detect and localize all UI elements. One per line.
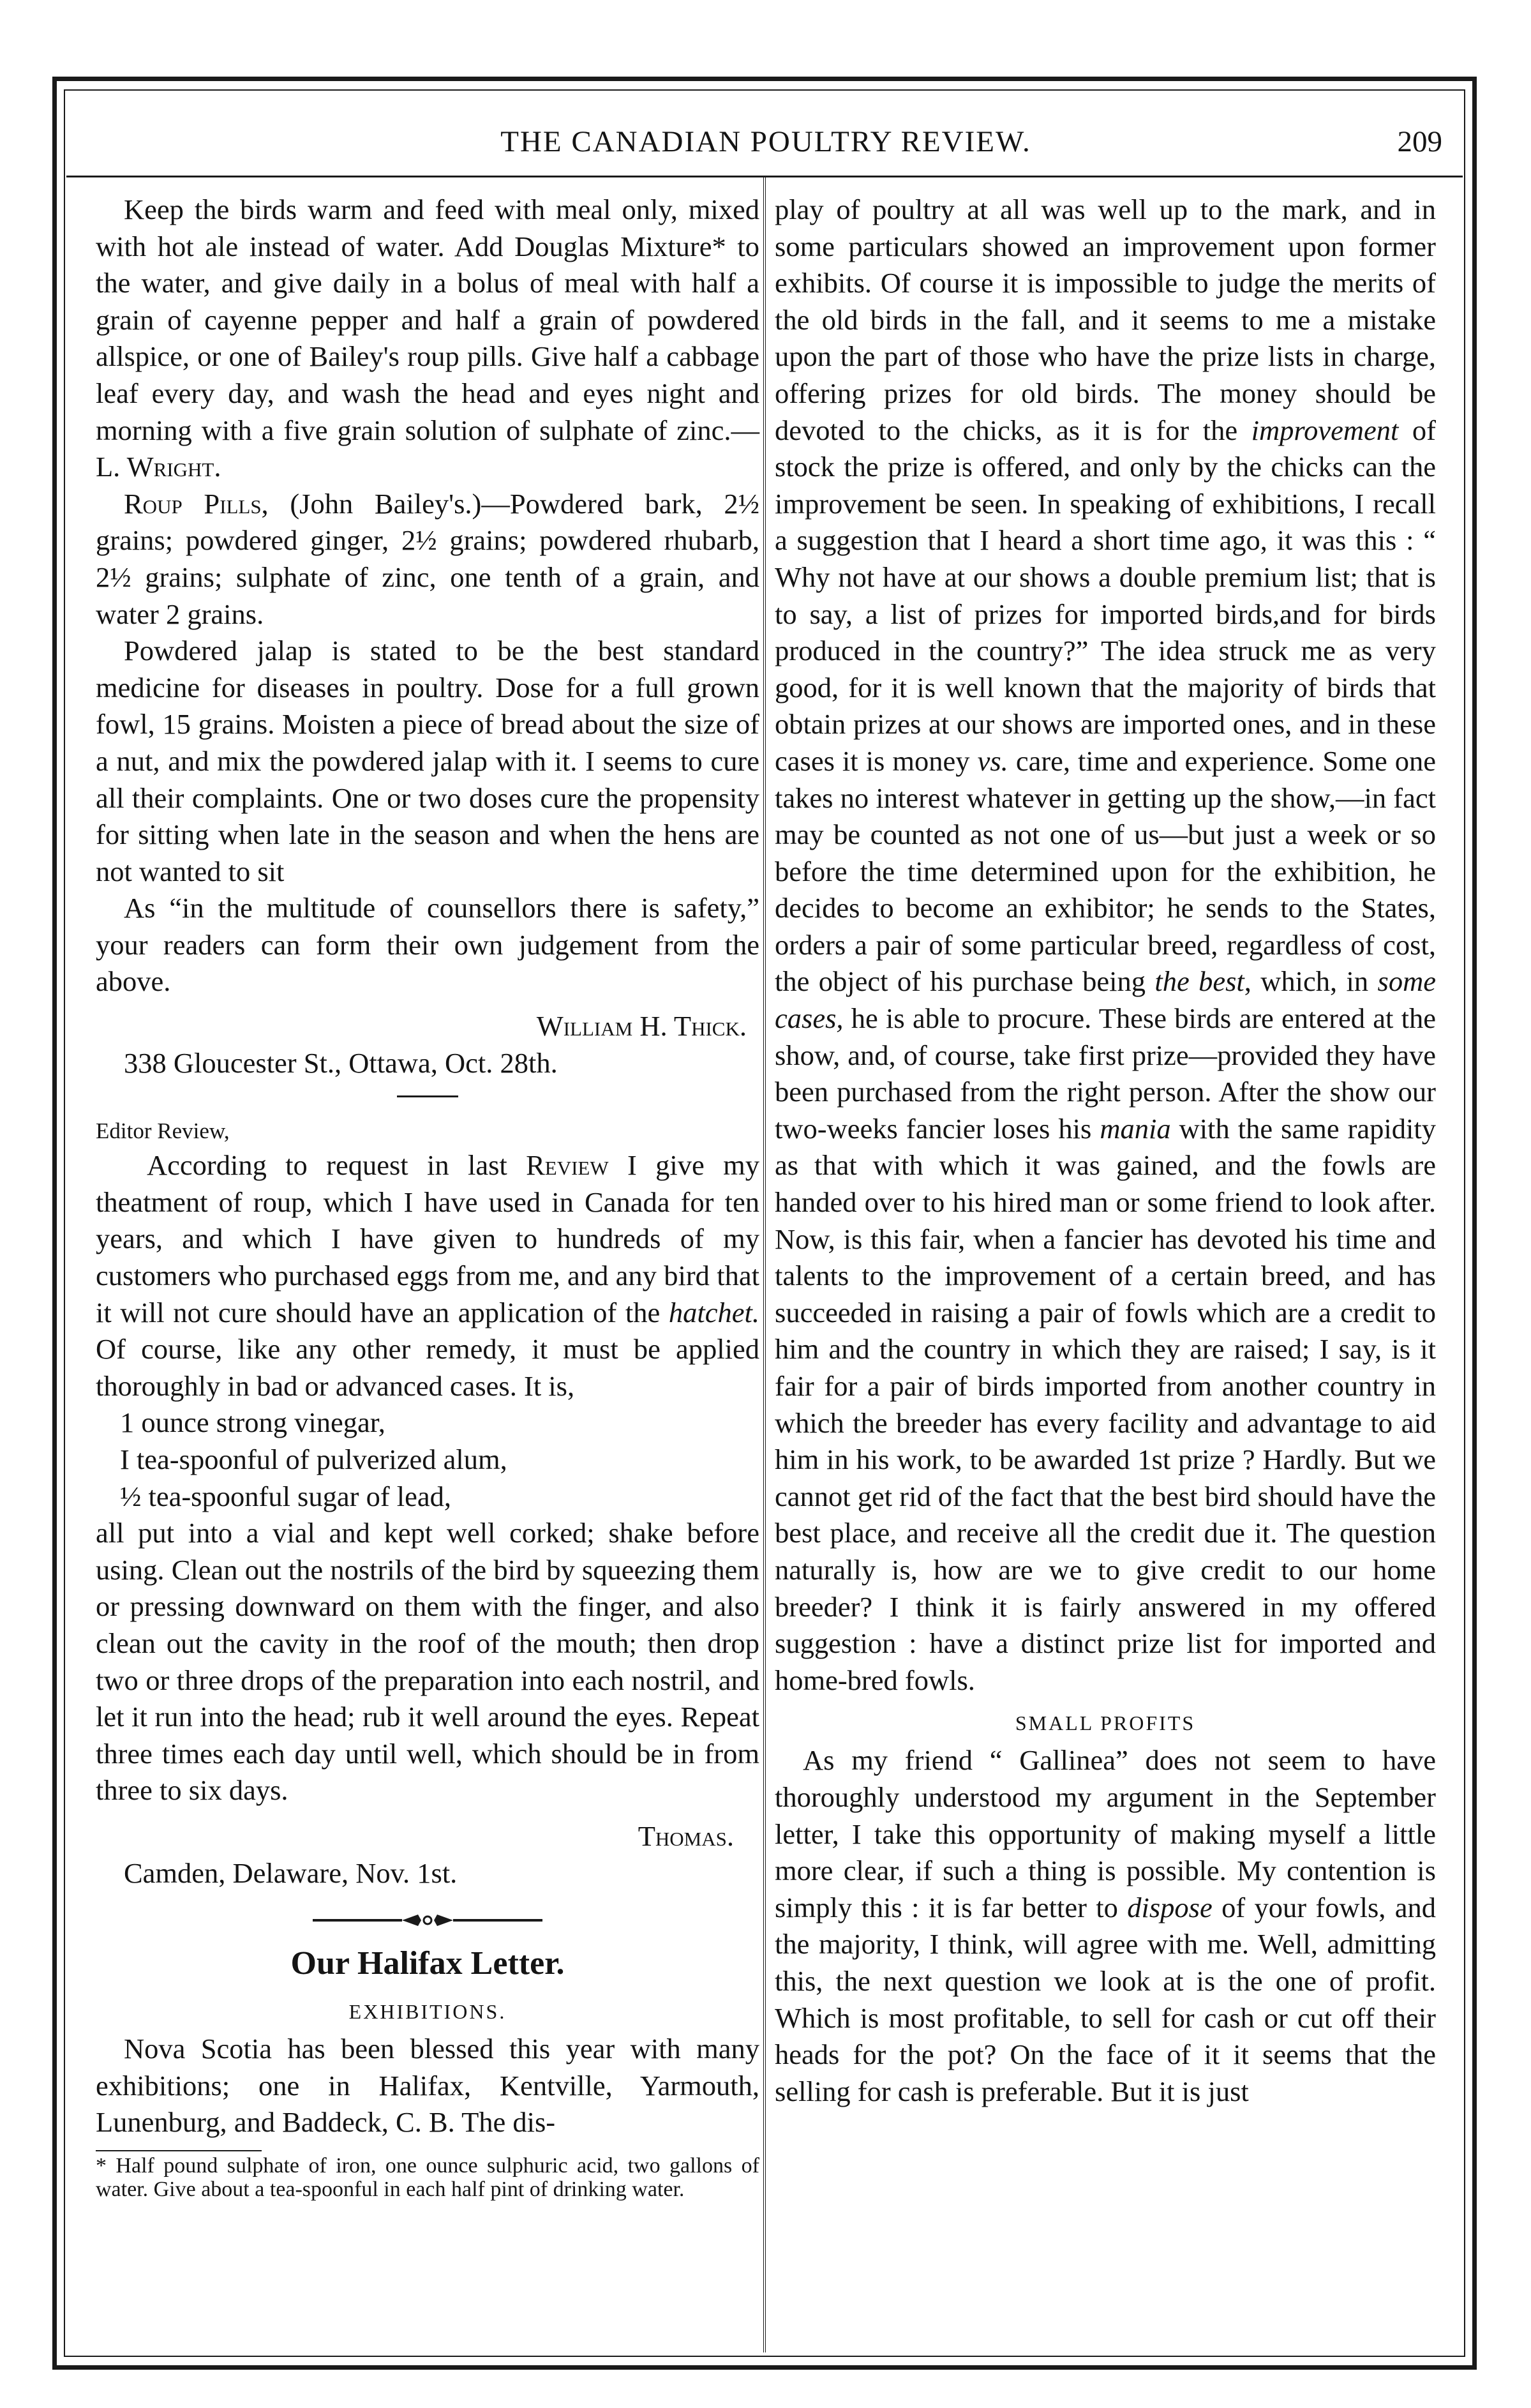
run-in-heading: Roup Pills, xyxy=(124,487,269,520)
signature: L. Wright. xyxy=(96,451,221,483)
subheading: SMALL PROFITS xyxy=(1015,1712,1196,1735)
footnote-rule xyxy=(96,2150,262,2151)
running-head xyxy=(77,124,1455,169)
dateline: 338 Gloucester St., Ottawa, Oct. 28th. xyxy=(124,1046,558,1079)
footnote: * Half pound sulphate of iron, one ounce sulphuric acid, two gallons of water. Give about a tea-spoonful in each half pint of drinking water. xyxy=(96,2153,759,2201)
paragraph: Roup Pills, (John Bailey's.)—Powdered bark, 2½ grains; powdered ginger, 2½ grains; powdered rhubarb, 2½ grains; sulphate of zinc, one tenth of a grain, and water 2 grains. xyxy=(96,487,759,630)
paragraph: According to request in last Review I give my theatment of roup, which I have used in Canada for ten years, and which I have given to hundreds of my customers who purchased eggs from me, and any bird that it will not cure should have an application of the hatchet. Of course, like any other remedy, it must be applied thoroughly in bad or advanced cases. It is, xyxy=(96,1149,759,1402)
recipe-line: I tea-spoonful of pulverized alum, xyxy=(120,1443,507,1475)
column-divider xyxy=(763,177,766,2352)
salutation: Editor Review, xyxy=(96,1118,230,1144)
ornament-rule xyxy=(313,1911,542,1930)
subheading: EXHIBITIONS. xyxy=(348,2000,507,2024)
signature: Thomas. xyxy=(638,1819,734,1852)
page-title: THE CANADIAN POULTRY REVIEW. xyxy=(500,125,1031,158)
right-column xyxy=(775,192,1436,2110)
left-column xyxy=(96,192,759,2201)
divider-rule xyxy=(397,1095,458,1097)
paragraph: Keep the birds warm and feed with meal only, mixed with hot ale instead of water. Add Douglas Mixture* to the water, and give daily in a bolus of meal with half a grain of cayenne pepper and half a grain of powdered allspice, or one of Bailey's roup pills. Give half a cabbage leaf every day, and wash the head and eyes night and morning with a five grain solution of sulphate of zinc.—L. Wright. xyxy=(96,193,759,483)
recipe-line: ½ tea-spoonful sugar of lead, xyxy=(120,1480,452,1512)
page-number: 209 xyxy=(1397,125,1442,158)
paragraph: As my friend “ Gallinea” does not seem to have thoroughly understood my argument in the September letter, I take this opportunity of making myself a little more clear, if such a thing is possible. My contention is simply this : it is far better to dispose of your fowls, and the majority, I think, will agree with me. Well, admitting this, the next question we look at is the one of profit. Which is most profitable, to sell for cash or cut off their heads for the pot? On the face of it it seems that the selling for cash is preferable. But it is just xyxy=(775,1744,1436,2107)
paragraph: Nova Scotia has been blessed this year with many exhibitions; one in Halifax, Kentville, Yarmouth, Lunenburg, and Baddeck, C. B. The dis- xyxy=(96,2033,759,2139)
paragraph: As “in the multitude of counsellors there is safety,” your readers can form their own judgement from the above. xyxy=(96,892,759,998)
paragraph: Powdered jalap is stated to be the best standard medicine for diseases in poultry. Dose for a full grown fowl, 15 grains. Moisten a piece of bread about the size of a nut, and mix the powdered jalap with it. I seems to cure all their complaints. One or two doses cure the propensity for sitting when late in the season and when the hens are not wanted to sit xyxy=(96,635,759,887)
paragraph: play of poultry at all was well up to the mark, and in some particulars showed an improvement upon former exhibits. Of course it is impossible to judge the merits of the old birds in the fall, and it seems to me a mistake upon the part of those who have the prize lists in charge, offering prizes for old birds. The money should be devoted to the chicks, as it is for the improvement of stock the prize is offered, and only by the chicks can the improvement be seen. In speaking of exhibitions, I recall a suggestion that I heard a short time ago, it was this : “ Why not have at our shows a double premium list; that is to say, a list of prizes for imported birds,and for birds produced in the country?” The idea struck me as very good, for it is well known that the majority of birds that obtain prizes at our shows are imported ones, and in these cases it is money vs. care, time and experience. Some one takes no interest whatever in getting up the show,—in fact may be counted as not one of us—but just a week or so before the time determined upon for the exhibition, he decides to become an exhibitor; he sends to the States, orders a pair of some particular breed, regardless of cost, the object of his purchase being the best, which, in some cases, he is able to procure. These birds are entered at the show, and, of course, take first prize—provided they have been purchased from the right person. After the show our two-weeks fancier loses his mania with the same rapidity as that with which it was gained, and the fowls are handed over to his hired man or some friend to look after. Now, is this fair, when a fancier has devoted his time and talents to the improvement of a certain breed, and has succeeded in raising a pair of fowls which are a credit to him and the country in which they are raised; I say, is it fair for a pair of birds imported from another country in which the breeder has every facility and advantage to aid him in his work, to be awarded 1st prize ? Hardly. But we cannot get rid of the fact that the best bird should have the best place, and receive all the credit due it. The question naturally is, how are we to give credit to our home breeder? I think it is fairly answered in my offered suggestion : have a distinct prize list for imported and home-bred fowls. xyxy=(775,193,1437,1696)
recipe-line: 1 ounce strong vinegar, xyxy=(120,1406,385,1439)
paragraph: all put into a vial and kept well corked; shake before using. Clean out the nostrils of the bird by squeezing them or pressing downward on them with the finger, and also clean out the cavity in the roof of the mouth; then drop two or three drops of the preparation into each nostril, and let it run into the head; rub it well around the eyes. Repeat three times each day until well, which should be in from three to six days. xyxy=(96,1517,759,1807)
dateline: Camden, Delaware, Nov. 1st. xyxy=(124,1856,458,1889)
section-title: Our Halifax Letter. xyxy=(290,1945,565,1982)
signature: William H. Thick. xyxy=(536,1010,747,1042)
